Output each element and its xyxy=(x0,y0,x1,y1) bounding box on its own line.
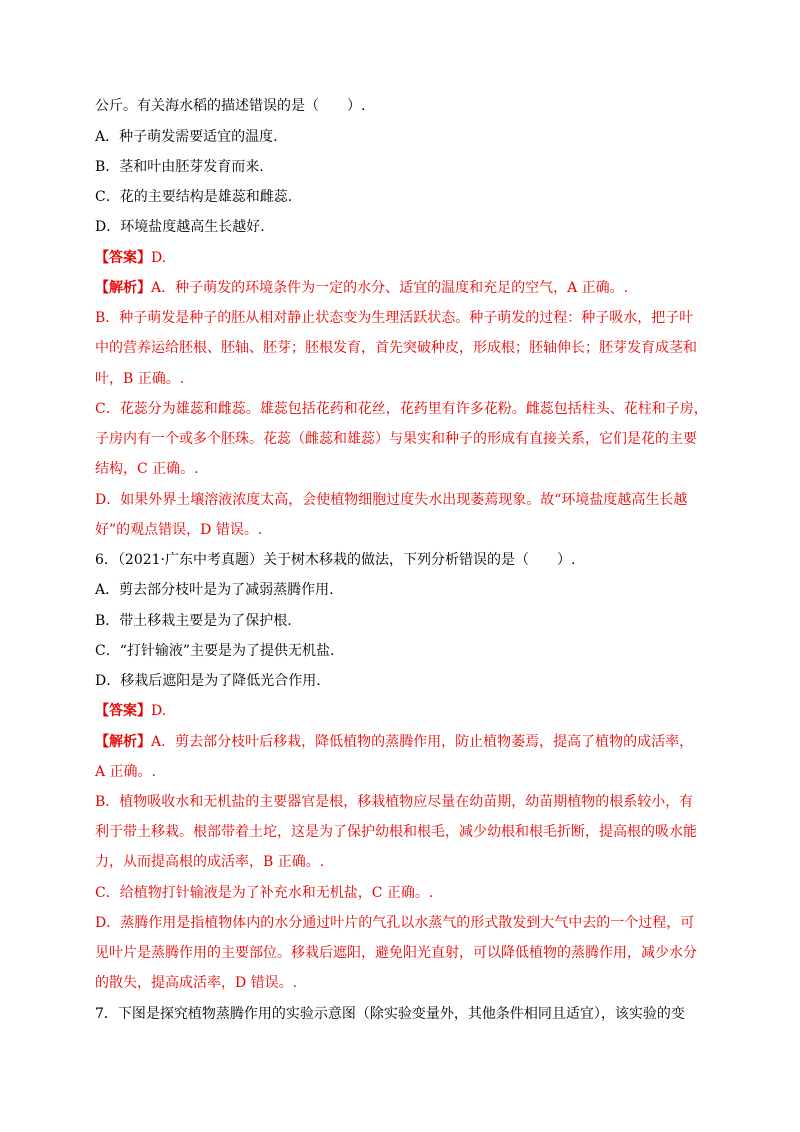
answer-tag: 【答案】 xyxy=(95,250,151,266)
question-text: 公斤。有关海水稻的描述错误的是（ ）. xyxy=(95,98,366,114)
analysis-line: 好”的观点错误，D 错误。. xyxy=(95,522,263,538)
option-a: A．剪去部分枝叶是为了减弱蒸腾作用. xyxy=(95,582,334,598)
analysis-line: 见叶片是蒸腾作用的主要部位。移栽后遮阳，避免阳光直射，可以降低植物的蒸腾作用，减少水分 xyxy=(95,945,697,961)
question-text: 7．下图是探究植物蒸腾作用的实验示意图（除实验变量外，其他条件相同且适宜），该实验的变 xyxy=(95,1006,685,1022)
option-b: B．带土移栽主要是为了保护根. xyxy=(95,613,292,629)
analysis-line: 【解析】A．种子萌发的环境条件为一定的水分、适宜的温度和充足的空气，A 正确。. xyxy=(95,280,629,296)
analysis-line: 中的营养运给胚根、胚轴、胚芽；胚根发育，首先突破种皮，形成根；胚轴伸长；胚芽发育成茎和 xyxy=(95,340,697,356)
option-c: C．花的主要结构是雄蕊和雌蕊. xyxy=(95,189,293,205)
analysis-line: 利于带土移栽。根部带着土坨，这是为了保护幼根和根毛，减少幼根和根毛折断，提高根的吸水能 xyxy=(95,824,697,840)
analysis-line: 【解析】A．剪去部分枝叶后移栽，降低植物的蒸腾作用，防止植物萎焉，提高了植物的成活率， xyxy=(95,734,694,750)
option-a: A．种子萌发需要适宜的温度. xyxy=(95,129,278,145)
answer-tag: 【答案】 xyxy=(95,703,151,719)
analysis-line: 子房内有一个或多个胚珠。花蕊（雌蕊和雄蕊）与果实和种子的形成有直接关系，它们是花的主要 xyxy=(95,431,697,447)
analysis-line: D．蒸腾作用是指植物体内的水分通过叶片的气孔以水蒸气的形式散发到大气中去的一个过程，可 xyxy=(95,915,695,931)
analysis-line: 的散失，提高成活率，D 错误。. xyxy=(95,975,298,991)
analysis-tag: 【解析】 xyxy=(95,280,151,296)
analysis-line: D．如果外界土壤溶液浓度太高，会使植物细胞过度失水出现萎蔫现象。故“环境盐度越高生长越 xyxy=(95,492,688,508)
answer-line: 【答案】D. xyxy=(95,703,167,719)
analysis-line: 力，从而提高根的成活率，B 正确。. xyxy=(95,854,325,870)
analysis-line: A 正确。. xyxy=(95,764,157,780)
analysis-line: C．给植物打针输液是为了补充水和无机盐，C 正确。. xyxy=(95,885,434,901)
analysis-line: B．植物吸收水和无机盐的主要器官是根，移栽植物应尽量在幼苗期，幼苗期植物的根系较小，有 xyxy=(95,794,694,810)
option-b: B．茎和叶由胚芽发育而来. xyxy=(95,159,264,175)
option-d: D．环境盐度越高生长越好. xyxy=(95,219,265,235)
analysis-line: 结构，C 正确。. xyxy=(95,461,199,477)
analysis-line: B．种子萌发是种子的胚从相对静止状态变为生理活跃状态。种子萌发的过程：种子吸水，把子叶 xyxy=(95,310,694,326)
analysis-line: C．花蕊分为雄蕊和雌蕊。雄蕊包括花药和花丝，花药里有许多花粉。雌蕊包括柱头、花柱和子房， xyxy=(95,401,708,417)
analysis-line: 叶，B 正确。. xyxy=(95,371,185,387)
option-d: D．移栽后遮阳是为了降低光合作用. xyxy=(95,673,321,689)
option-c: C．“打针输液”主要是为了提供无机盐. xyxy=(95,643,335,659)
analysis-tag: 【解析】 xyxy=(95,734,151,750)
answer-line: 【答案】D. xyxy=(95,250,167,266)
question-text: 6．（2021·广东中考真题）关于树木移栽的做法，下列分析错误的是（ ）. xyxy=(95,552,576,568)
